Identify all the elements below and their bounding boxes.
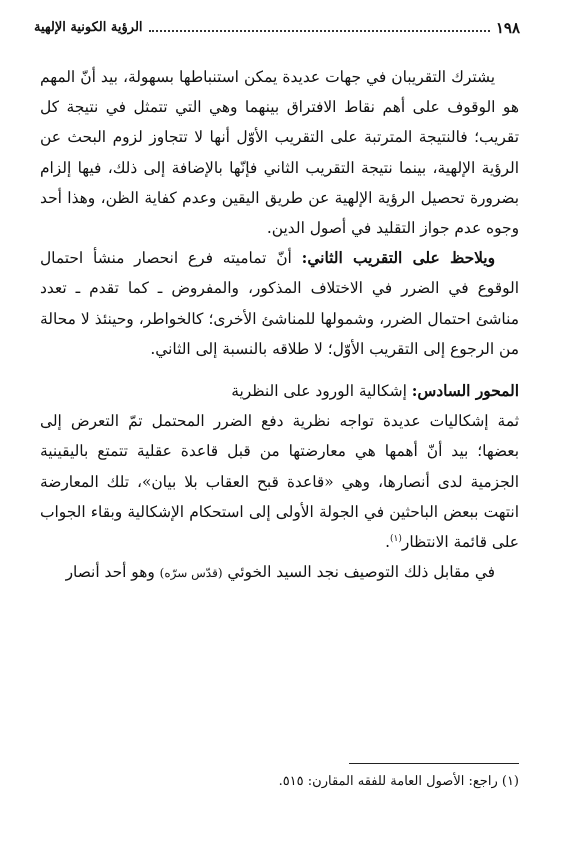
page-header [34,13,520,37]
section-heading-lead: المحور السادس: [411,382,519,401]
footnote-reference: (١) [390,533,402,544]
paragraph-3 [40,406,519,557]
page-number: ١٩٨ [495,19,520,37]
paragraph-4-text: في مقابل ذلك التوصيف نجد السيد الخوئي [227,563,495,582]
paragraph-1: يشترك التقريبان في جهات عديدة يمكن استنباطها بسهولة، بيد أنّ المهم هو الوقوف على أهم نقاط الافتراق بينهما وهي التي تتمثل في نتيجة كل تقريب؛ فالنتيجة المترتبة على التقريب الأوّل أنها لا تتجاوز لزوم البحث عن الرؤية الإلهية، بينما نتيجة التقريب الثاني فإنّها بالإضافة إلى ذلك، فيها إلزام بضرورة تحصيل الرؤية الإلهية عن طريق اليقين وعدم كفاية الظن، وهذا أحد وجوه عدم جواز التقليد في أصول الدين. [40,68,519,238]
paragraph-2 [40,243,519,364]
paragraph-3-text: ثمة إشكاليات عديدة تواجه نظرية دفع الضرر المحتمل تمّ التعرض إلى بعضها؛ بيد أنّ أهمها هي معارضتها من قبل قاعدة عقلية تتمتع باليقينية الجزمية لدى أنصارها، وهي «قاعدة قبح العقاب بلا بيان»، تلك المعارضة انتهت ببعض الباحثين في الجولة الأولى إلى استحكام الإشكالية وبقاء الجواب على قائمة الانتظار [40,412,519,552]
header-dotted-leader [149,30,490,32]
section-heading-title: إشكالية الورود على النظرية [231,382,407,401]
body-text [40,62,519,588]
section-heading [40,376,519,406]
footnote-divider [349,763,519,764]
paragraph-4-end: وهو أحد أنصار [65,563,155,582]
running-title: الرؤية الكونية الإلهية [34,20,143,35]
paragraph-3-end: . [385,533,391,552]
paragraph-4 [40,557,519,588]
paragraph-2-lead: ويلاحظ على التقريب الثاني: [301,249,496,268]
honorific-seal: (قدّس سرّه) [159,566,223,581]
paragraph-2-text: أنّ تماميته فرع انحصار منشأ احتمال الوقوع في الضرر في الاختلاف المذكور، والمفروض ـ كما تقدم ـ تعدد مناشئ احتمال الضرر، وشمولها للمناشئ الأخرى؛ كالخواطر، وحينئذ لا محالة من الرجوع إلى التقريب الأوّل؛ لا طلاقه بالنسبة إلى الثاني. [40,249,519,358]
footnote: (١) راجع: الأصول العامة للفقه المقارن: ٥١٥. [278,774,519,789]
